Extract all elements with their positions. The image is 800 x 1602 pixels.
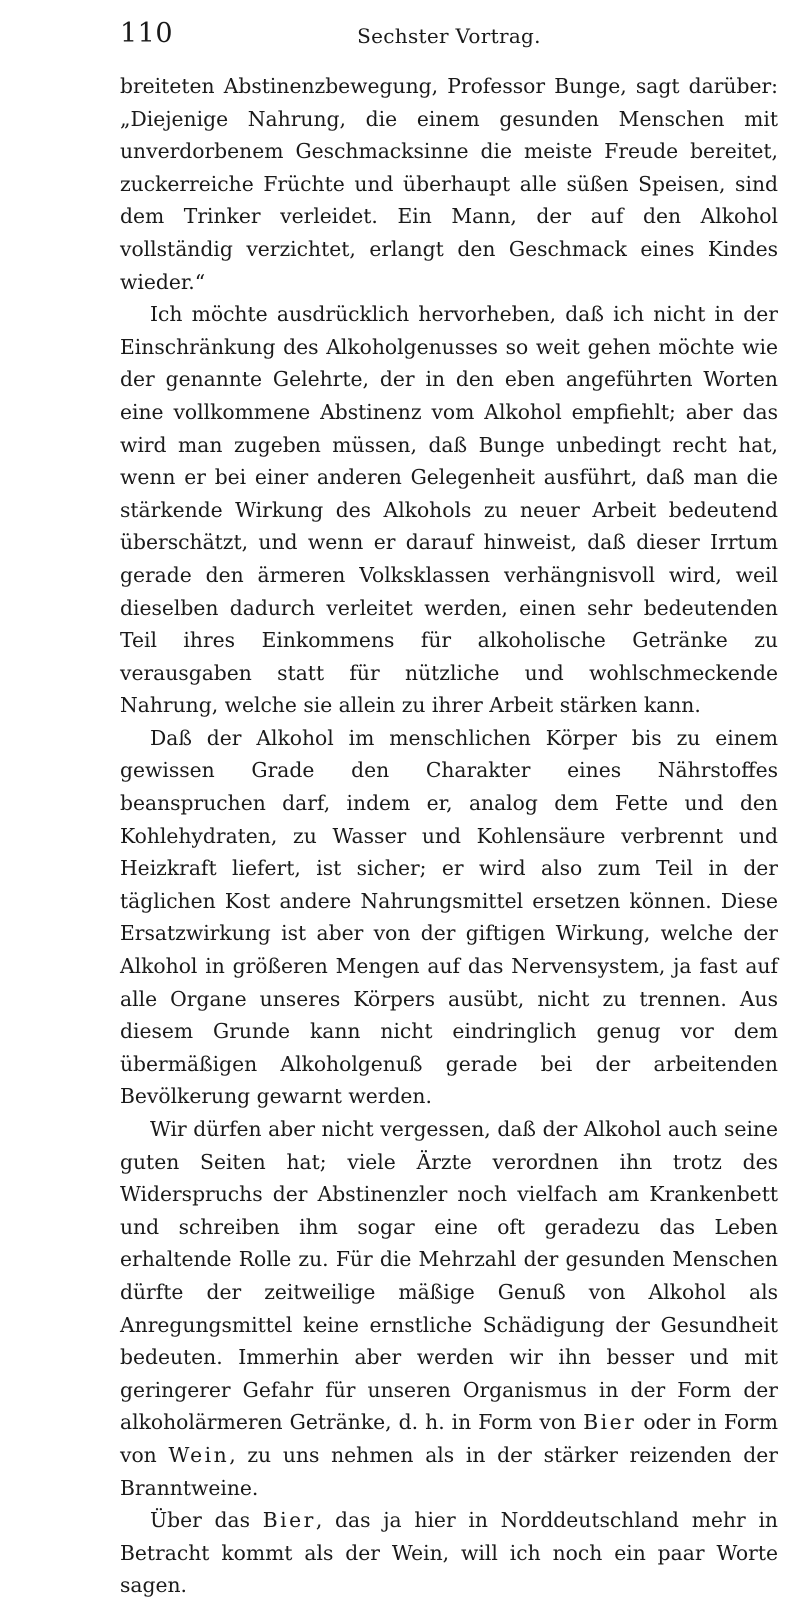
paragraph-1: breiteten Abstinenzbewegung, Professor Bunge, sagt darüber: „Diejenige Nahrung, die einem gesunden Menschen mit unverdorbenem Geschmacksinne die meiste Freude bereitet, zuckerreiche Früchte und überhaupt alle süßen Speisen, sind dem Trinker verleidet. Ein Mann, der auf den Alkohol vollständig verzichtet, erlangt den Geschmack eines Kindes wieder.“ [120, 74, 778, 294]
book-page [120, 18, 778, 1602]
body-text [120, 70, 778, 1602]
paragraph-4-text-1: Wir dürfen aber nicht vergessen, daß der Alkohol auch seine guten Seiten hat; viele Ärzte verordnen ihn trotz des Widerspruchs der Abstinenzler noch vielfach am Krankenbett und schreiben ihm sogar eine oft geradezu das Leben erhaltende Rolle zu. Für die Mehrzahl der gesunden Menschen dürfte der zeitweilige mäßige Genuß von Alkohol als Anregungsmittel keine ernstliche Schädigung der Gesundheit bedeuten. Immerhin aber werden wir ihn besser und mit geringerer Gefahr für unseren Organismus in der Form der alkoholärmeren Getränke, d. h. in Form von [120, 1117, 778, 1435]
running-head: Sechster Vortrag. [357, 24, 541, 48]
paragraph-5-text-2: , das ja hier in Norddeutschland mehr in Betracht kommt als der Wein, will ich noch ein paar Worte sagen. [120, 1508, 778, 1598]
emphasis-wein: Wein [168, 1442, 230, 1467]
paragraph-4-text-2: oder in Form von [120, 1410, 778, 1467]
page-header [120, 18, 778, 70]
paragraph-2: Ich möchte ausdrücklich hervorheben, daß ich nicht in der Einschränkung des Alkoholgenusses so weit gehen möchte wie der genannte Gelehrte, der in den eben angeführten Worten eine vollkommene Abstinenz vom Alkohol empfiehlt; aber das wird man zugeben müssen, daß Bunge unbedingt recht hat, wenn er bei einer anderen Gelegenheit ausführt, daß man die stärkende Wirkung des Alkohols zu neuer Arbeit bedeutend überschätzt, und wenn er darauf hinweist, daß dieser Irrtum gerade den ärmeren Volksklassen verhängnisvoll wird, weil dieselben dadurch verleitet werden, einen sehr bedeutenden Teil ihres Einkommens für alkoholische Getränke zu verausgaben statt für nützliche und wohlschmeckende Nahrung, welche sie allein zu ihrer Arbeit stärken kann. [120, 302, 778, 718]
paragraph-5-text-1: Über das [150, 1508, 263, 1533]
paragraph-3: Daß der Alkohol im menschlichen Körper bis zu einem gewissen Grade den Charakter eines Nährstoffes beanspruchen darf, indem er, analog dem Fette und den Kohlehydraten, zu Wasser und Kohlensäure verbrennt und Heizkraft liefert, ist sicher; er wird also zum Teil in der täglichen Kost andere Nahrungsmittel ersetzen können. Diese Ersatzwirkung ist aber von der giftigen Wirkung, welche der Alkohol in größeren Mengen auf das Nervensystem, ja fast auf alle Organe unseres Körpers ausübt, nicht zu trennen. Aus diesem Grunde kann nicht eindringlich genug vor dem übermäßigen Alkoholgenuß gerade bei der arbeitenden Bevölkerung gewarnt werden. [120, 725, 778, 1109]
paragraph-4 [120, 1113, 778, 1504]
emphasis-bier-2: Bier [262, 1508, 316, 1533]
emphasis-bier: Bier [583, 1410, 637, 1435]
page-number: 110 [120, 18, 174, 49]
paragraph-4-text-3: , zu uns nehmen als in der stärker reizenden der Branntweine. [120, 1442, 778, 1500]
paragraph-5 [120, 1504, 778, 1602]
